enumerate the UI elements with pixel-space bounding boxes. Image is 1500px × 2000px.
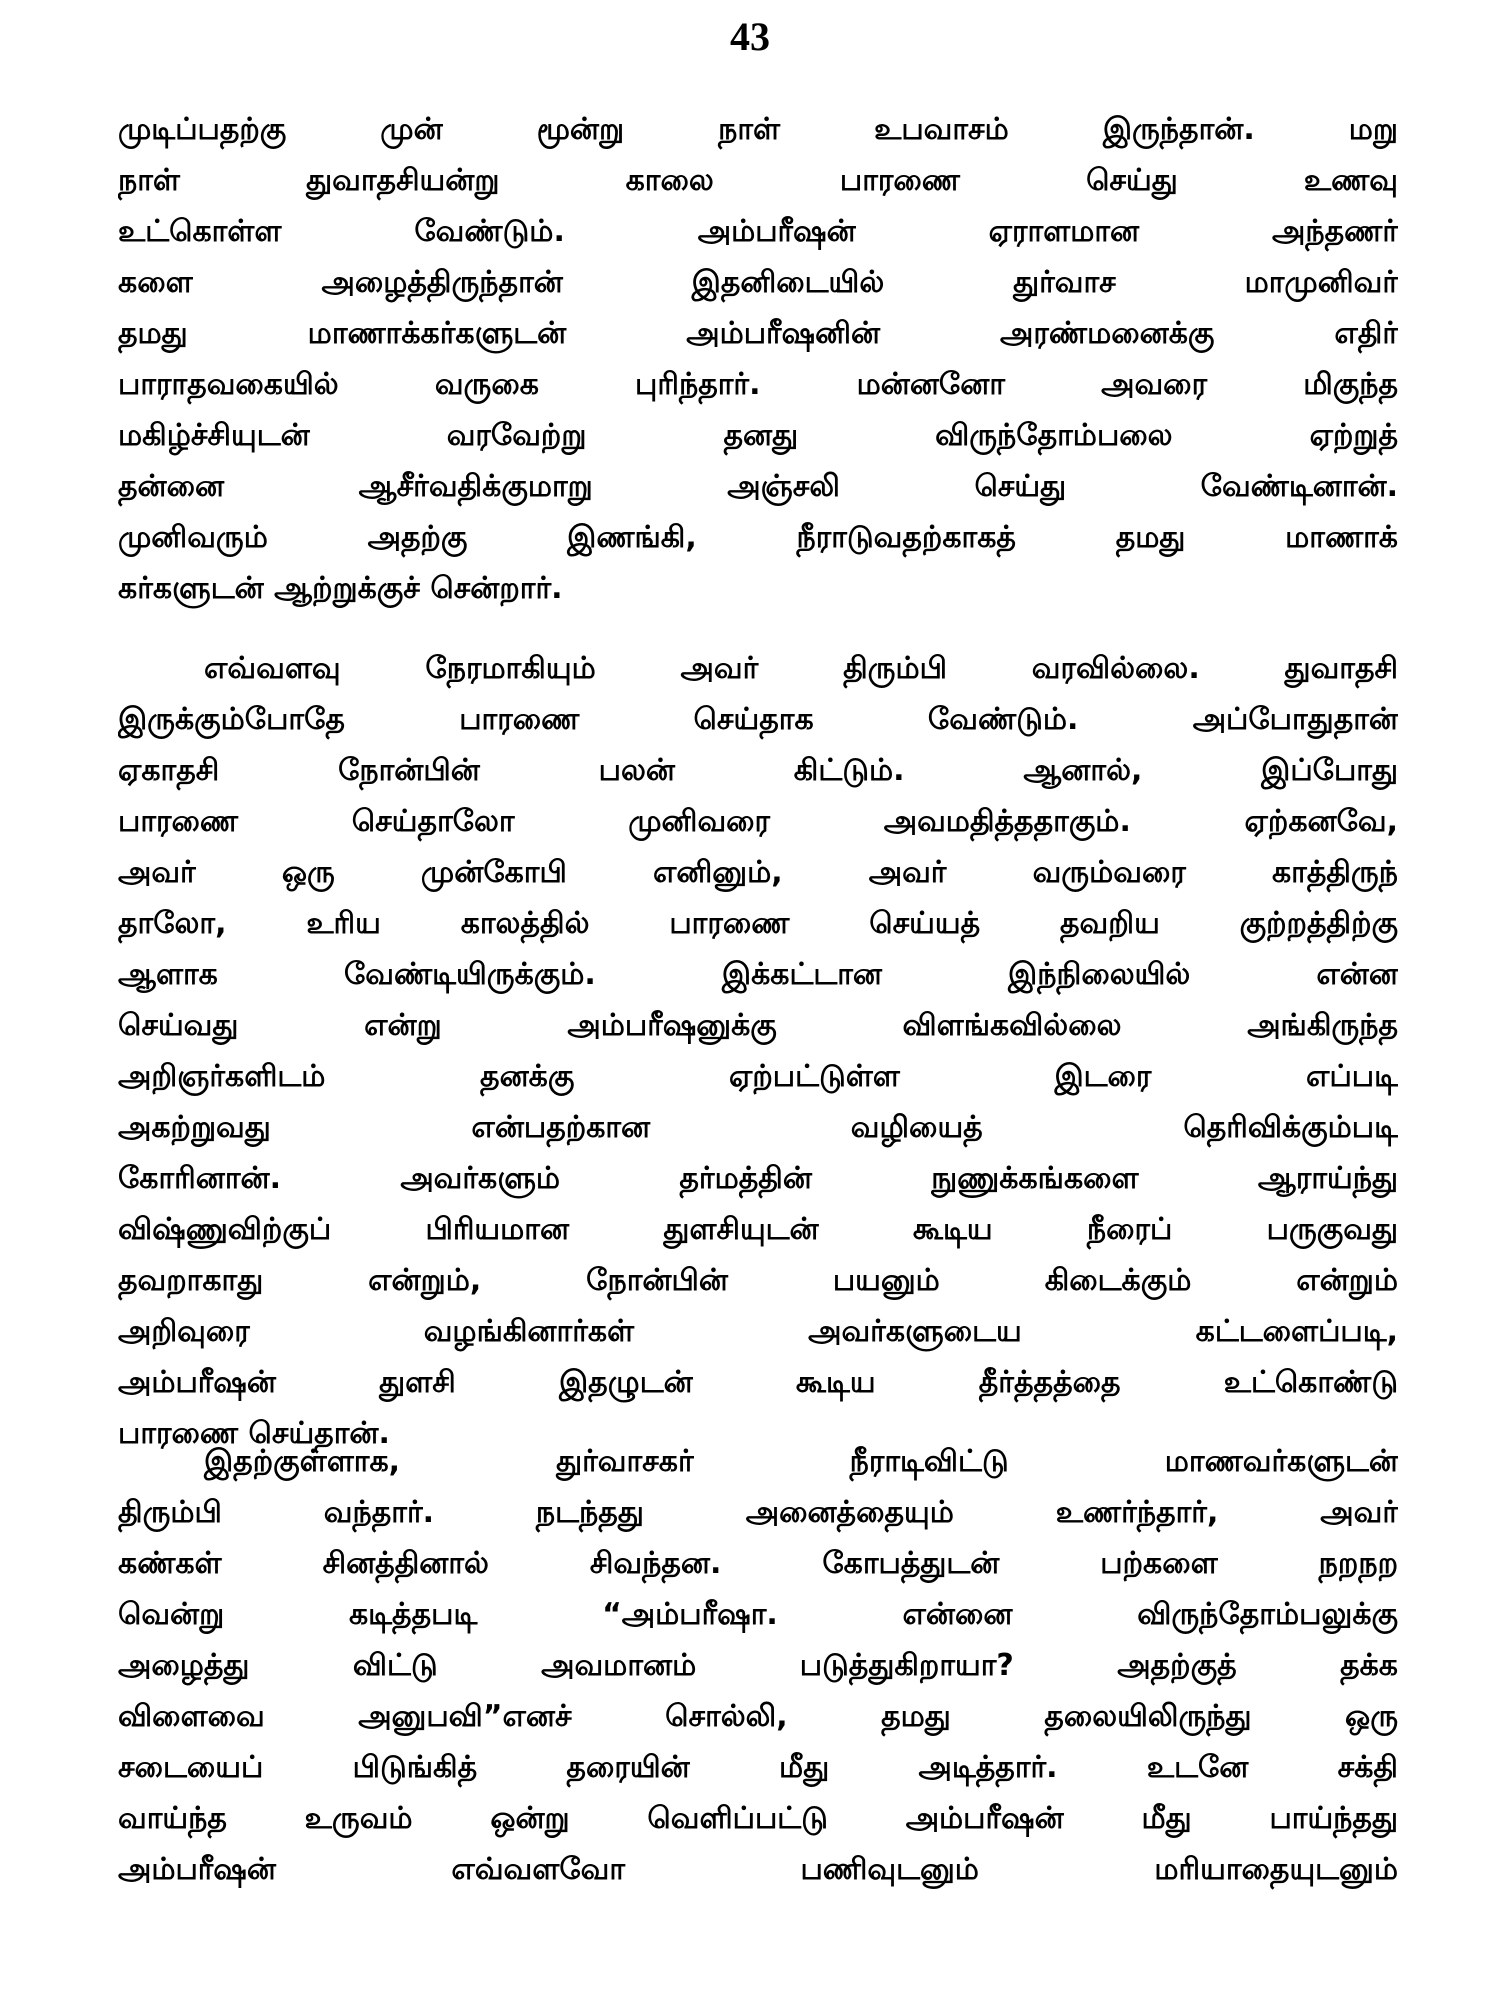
text-line: மகிழ்ச்சியுடன் வரவேற்று தனது விருந்தோம்பலை ஏற்றுத் (118, 418, 1398, 453)
text-line: தமது மாணாக்கர்களுடன் அம்பரீஷனின் அரண்மனைக்கு எதிர் (118, 316, 1398, 351)
text-line: வாய்ந்த உருவம் ஒன்று வெளிப்பட்டு அம்பரீஷன் மீது பாய்ந்தது (118, 1801, 1398, 1836)
text-line: அகற்றுவது என்பதற்கான வழியைத் தெரிவிக்கும்படி (118, 1110, 1398, 1145)
text-line: அறிஞர்களிடம் தனக்கு ஏற்பட்டுள்ள இடரை எப்படி (118, 1059, 1398, 1094)
text-line: எவ்வளவு நேரமாகியும் அவர் திரும்பி வரவில்லை. துவாதசி (204, 651, 1398, 686)
text-line: ஆளாக வேண்டியிருக்கும். இக்கட்டான இந்நிலையில் என்ன (118, 957, 1398, 992)
text-line: விளைவை அனுபவி”எனச் சொல்லி, தமது தலையிலிருந்து ஒரு (118, 1699, 1398, 1734)
text-line: பாரணை செய்தாலோ முனிவரை அவமதித்ததாகும். ஏற்கனவே, (118, 804, 1398, 839)
text-line: நாள் துவாதசியன்று காலை பாரணை செய்து உணவு (118, 163, 1398, 198)
text-line: உட்கொள்ள வேண்டும். அம்பரீஷன் ஏராளமான அந்தணர் (118, 214, 1398, 249)
text-line: திரும்பி வந்தார். நடந்தது அனைத்தையும் உணர்ந்தார், அவர் (118, 1495, 1398, 1530)
text-line: கண்கள் சினத்தினால் சிவந்தன. கோபத்துடன் பற்களை நறநற (118, 1546, 1398, 1581)
paragraph-3 (118, 1436, 1398, 1895)
text-line: இருக்கும்போதே பாரணை செய்தாக வேண்டும். அப்போதுதான் (118, 702, 1398, 737)
text-line: சடையைப் பிடுங்கித் தரையின் மீது அடித்தார். உடனே சக்தி (118, 1750, 1398, 1785)
text-line: கோரினான். அவர்களும் தர்மத்தின் நுணுக்கங்களை ஆராய்ந்து (118, 1161, 1398, 1196)
paragraph-2 (118, 643, 1398, 1459)
text-line: விஷ்ணுவிற்குப் பிரியமான துளசியுடன் கூடிய நீரைப் பருகுவது (118, 1212, 1398, 1247)
text-line: களை அழைத்திருந்தான் இதனிடையில் துர்வாச மாமுனிவர் (118, 265, 1398, 300)
text-line: ஏகாதசி நோன்பின் பலன் கிட்டும். ஆனால், இப்போது (118, 753, 1398, 788)
text-line: அம்பரீஷன் துளசி இதழுடன் கூடிய தீர்த்தத்தை உட்கொண்டு (118, 1365, 1398, 1400)
text-line: முடிப்பதற்கு முன் மூன்று நாள் உபவாசம் இருந்தான். மறு (118, 112, 1398, 147)
text-line: இதற்குள்ளாக, துர்வாசகர் நீராடிவிட்டு மாணவர்களுடன் (204, 1444, 1398, 1479)
text-line: அழைத்து விட்டு அவமானம் படுத்துகிறாயா? அதற்குத் தக்க (118, 1648, 1398, 1683)
text-line: பாராதவகையில் வருகை புரிந்தார். மன்னனோ அவரை மிகுந்த (118, 367, 1398, 402)
text-line: முனிவரும் அதற்கு இணங்கி, நீராடுவதற்காகத் தமது மாணாக் (118, 520, 1398, 555)
text-line: அம்பரீஷன் எவ்வளவோ பணிவுடனும் மரியாதையுடனும் (118, 1852, 1398, 1887)
text-line: பாரணை செய்தான். (118, 1416, 390, 1451)
text-line: தன்னை ஆசீர்வதிக்குமாறு அஞ்சலி செய்து வேண்டினான். (118, 469, 1398, 504)
page-number: 43 (730, 14, 770, 59)
text-line: வென்று கடித்தபடி “அம்பரீஷா. என்னை விருந்தோம்பலுக்கு (118, 1597, 1398, 1632)
text-line: தாலோ, உரிய காலத்தில் பாரணை செய்யத் தவறிய குற்றத்திற்கு (118, 906, 1398, 941)
text-line: அறிவுரை வழங்கினார்கள் அவர்களுடைய கட்டளைப்படி, (118, 1314, 1398, 1349)
text-line: செய்வது என்று அம்பரீஷனுக்கு விளங்கவில்லை அங்கிருந்த (118, 1008, 1398, 1043)
text-line: அவர் ஒரு முன்கோபி எனினும், அவர் வரும்வரை காத்திருந் (118, 855, 1398, 890)
text-line: தவறாகாது என்றும், நோன்பின் பயனும் கிடைக்கும் என்றும் (118, 1263, 1398, 1298)
text-line: கர்களுடன் ஆற்றுக்குச் சென்றார். (118, 571, 563, 606)
paragraph-1 (118, 104, 1398, 614)
